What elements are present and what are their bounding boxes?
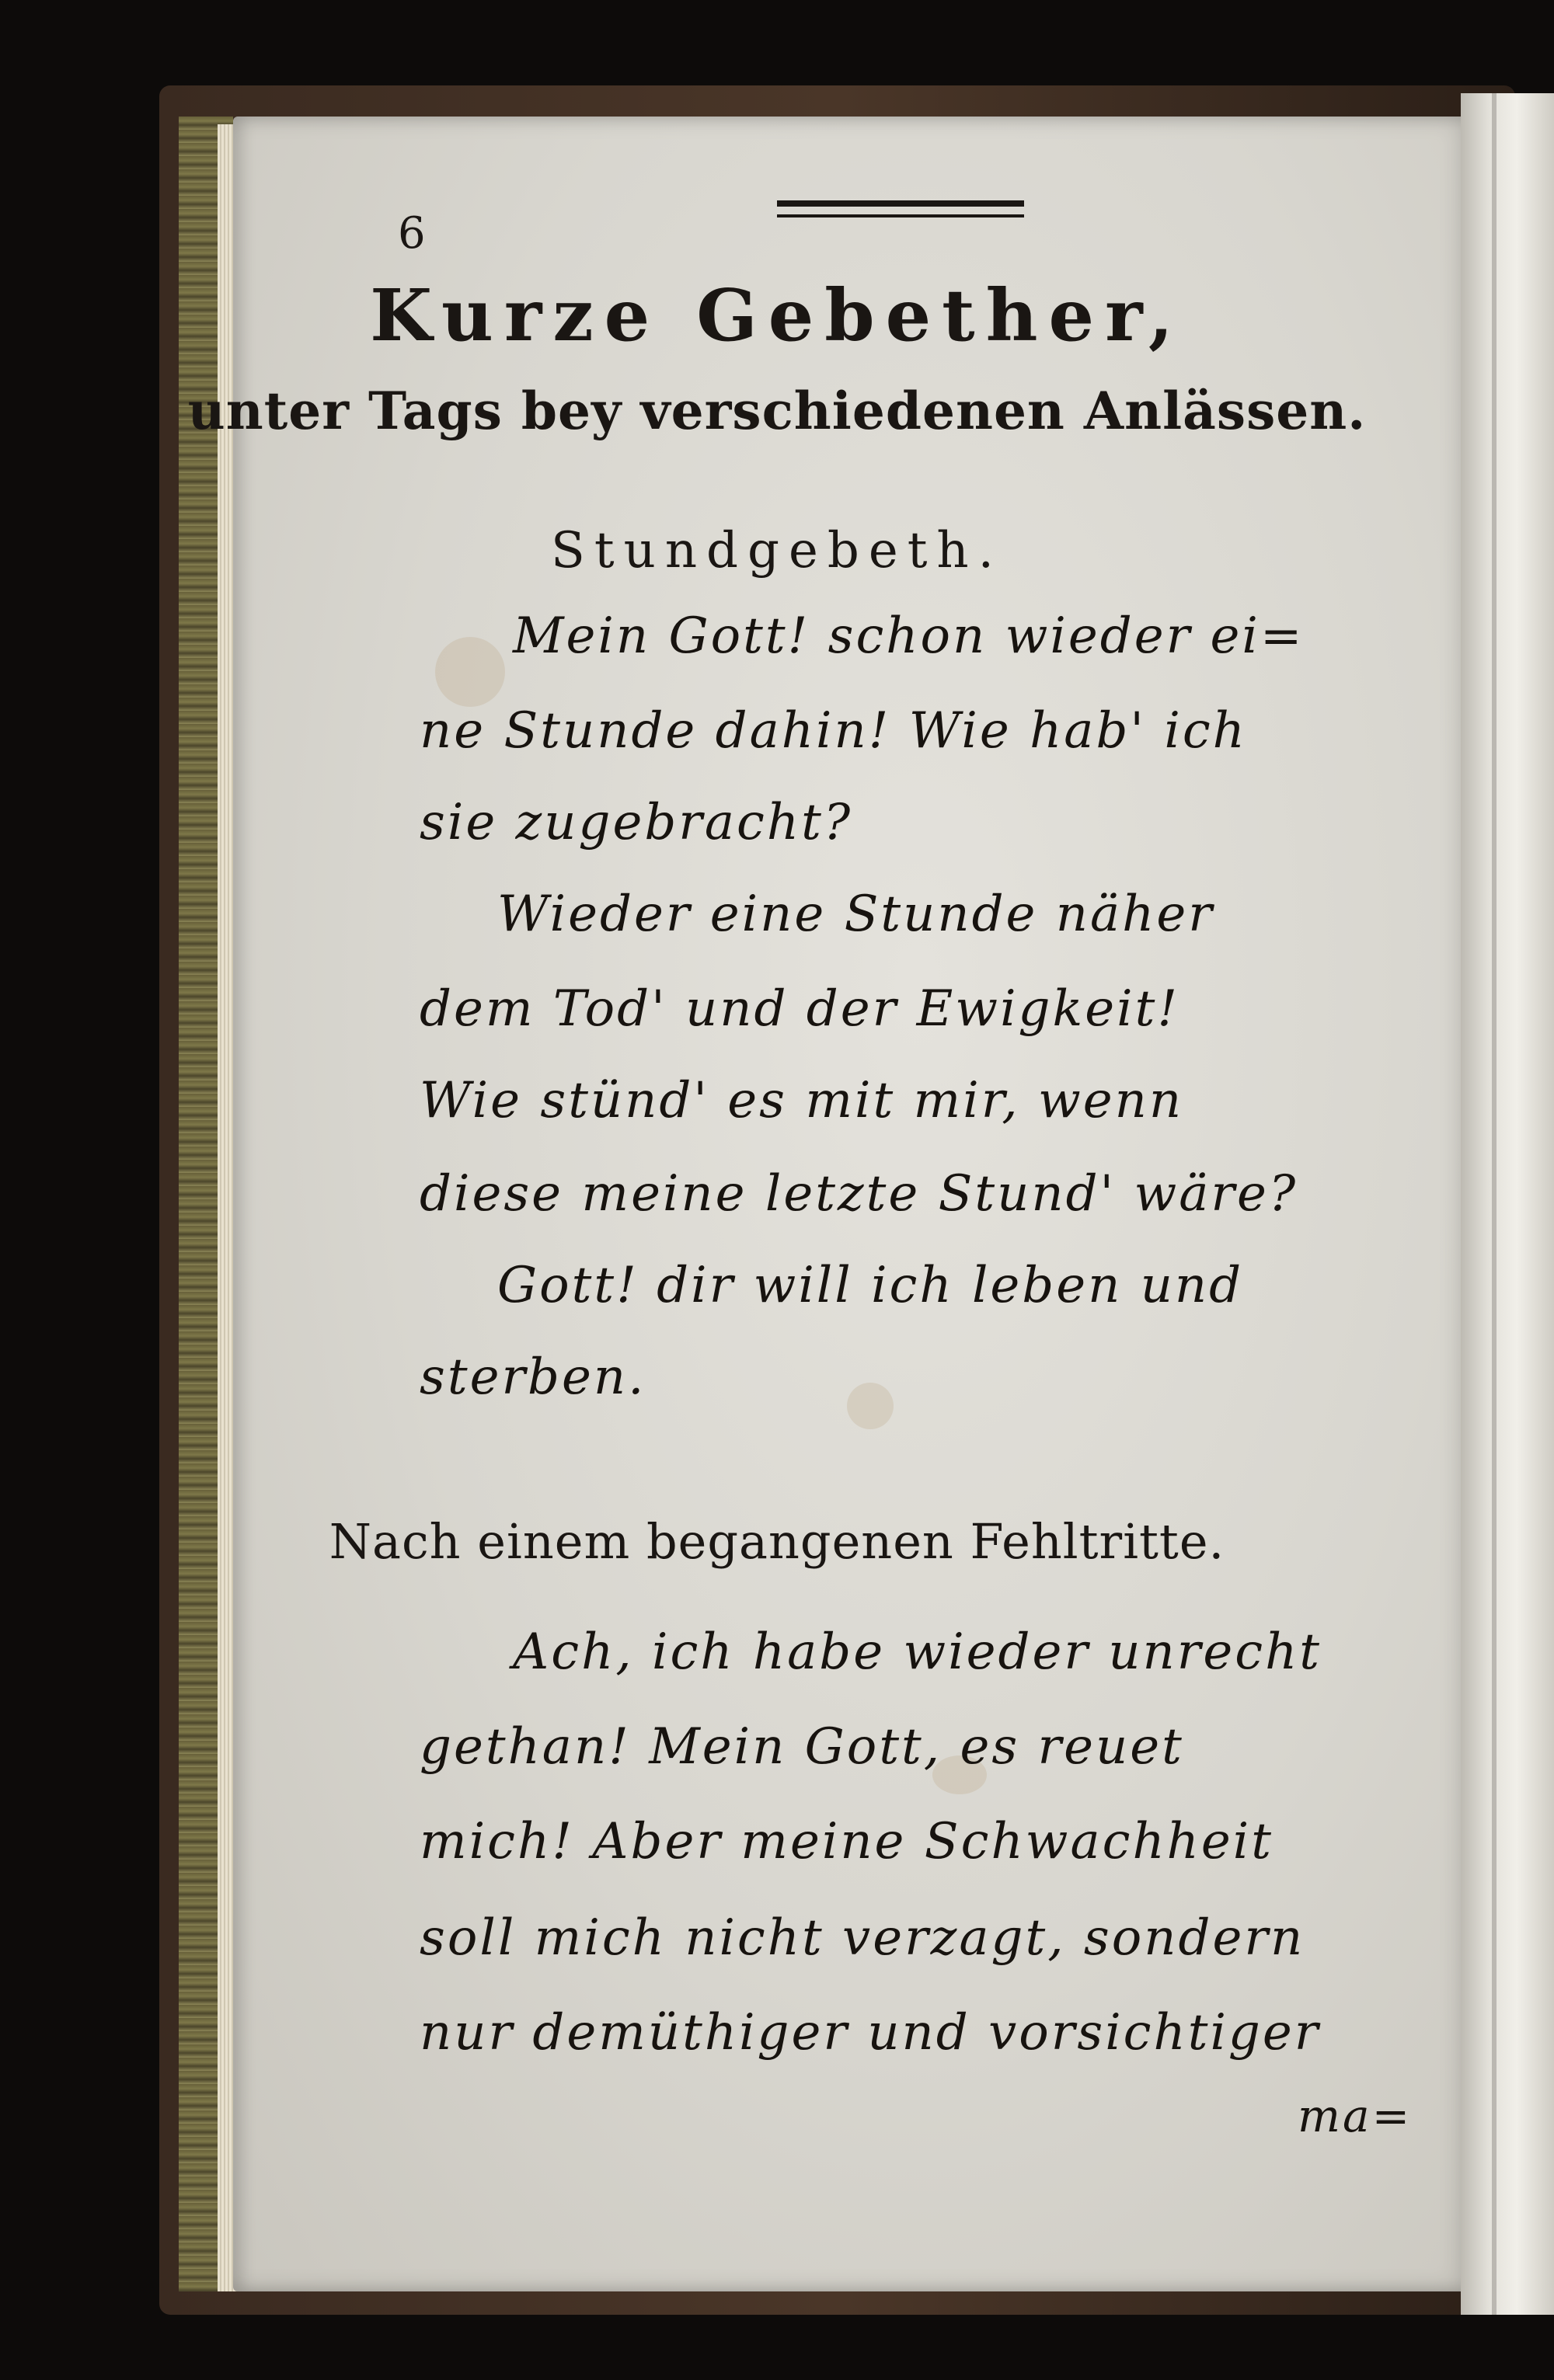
text-line: diese meine letzte Stund' wäre?: [420, 1165, 1298, 1223]
text-line: ne Stunde dahin! Wie hab' ich: [420, 702, 1247, 760]
text-line: Gott! dir will ich leben und: [497, 1257, 1244, 1314]
text-line: Mein Gott! schon wieder ei=: [513, 607, 1305, 665]
page-subtitle: unter Tags bey verschiedenen Anlässen.: [187, 381, 1367, 441]
double-rule: [777, 200, 1024, 225]
text-line: gethan! Mein Gott, es reuet: [420, 1718, 1184, 1776]
text-line: Ach, ich habe wieder unrecht: [513, 1623, 1322, 1681]
paper-stain: [847, 1383, 894, 1429]
text-line: mich! Aber meine Schwachheit: [420, 1813, 1274, 1870]
text-line: sie zugebracht?: [420, 794, 853, 851]
text-line: nur demüthiger und vorsichtiger: [420, 2004, 1321, 2062]
text-line: soll mich nicht verzagt, sondern: [420, 1909, 1305, 1967]
paper-stain: [435, 637, 505, 707]
section-heading: Stundgebeth.: [551, 522, 1003, 579]
text-line: Wieder eine Stunde näher: [497, 886, 1214, 943]
page-title: Kurze Gebether,: [370, 273, 1184, 357]
catchword: ma=: [1298, 2089, 1413, 2142]
text-line: sterben.: [420, 1348, 646, 1406]
section-heading: Nach einem begangenen Fehltritte.: [329, 1513, 1225, 1570]
text-line: dem Tod' und der Ewigkeit!: [420, 980, 1180, 1038]
text-line: Wie stünd' es mit mir, wenn: [420, 1072, 1184, 1129]
page-number: 6: [398, 208, 426, 259]
